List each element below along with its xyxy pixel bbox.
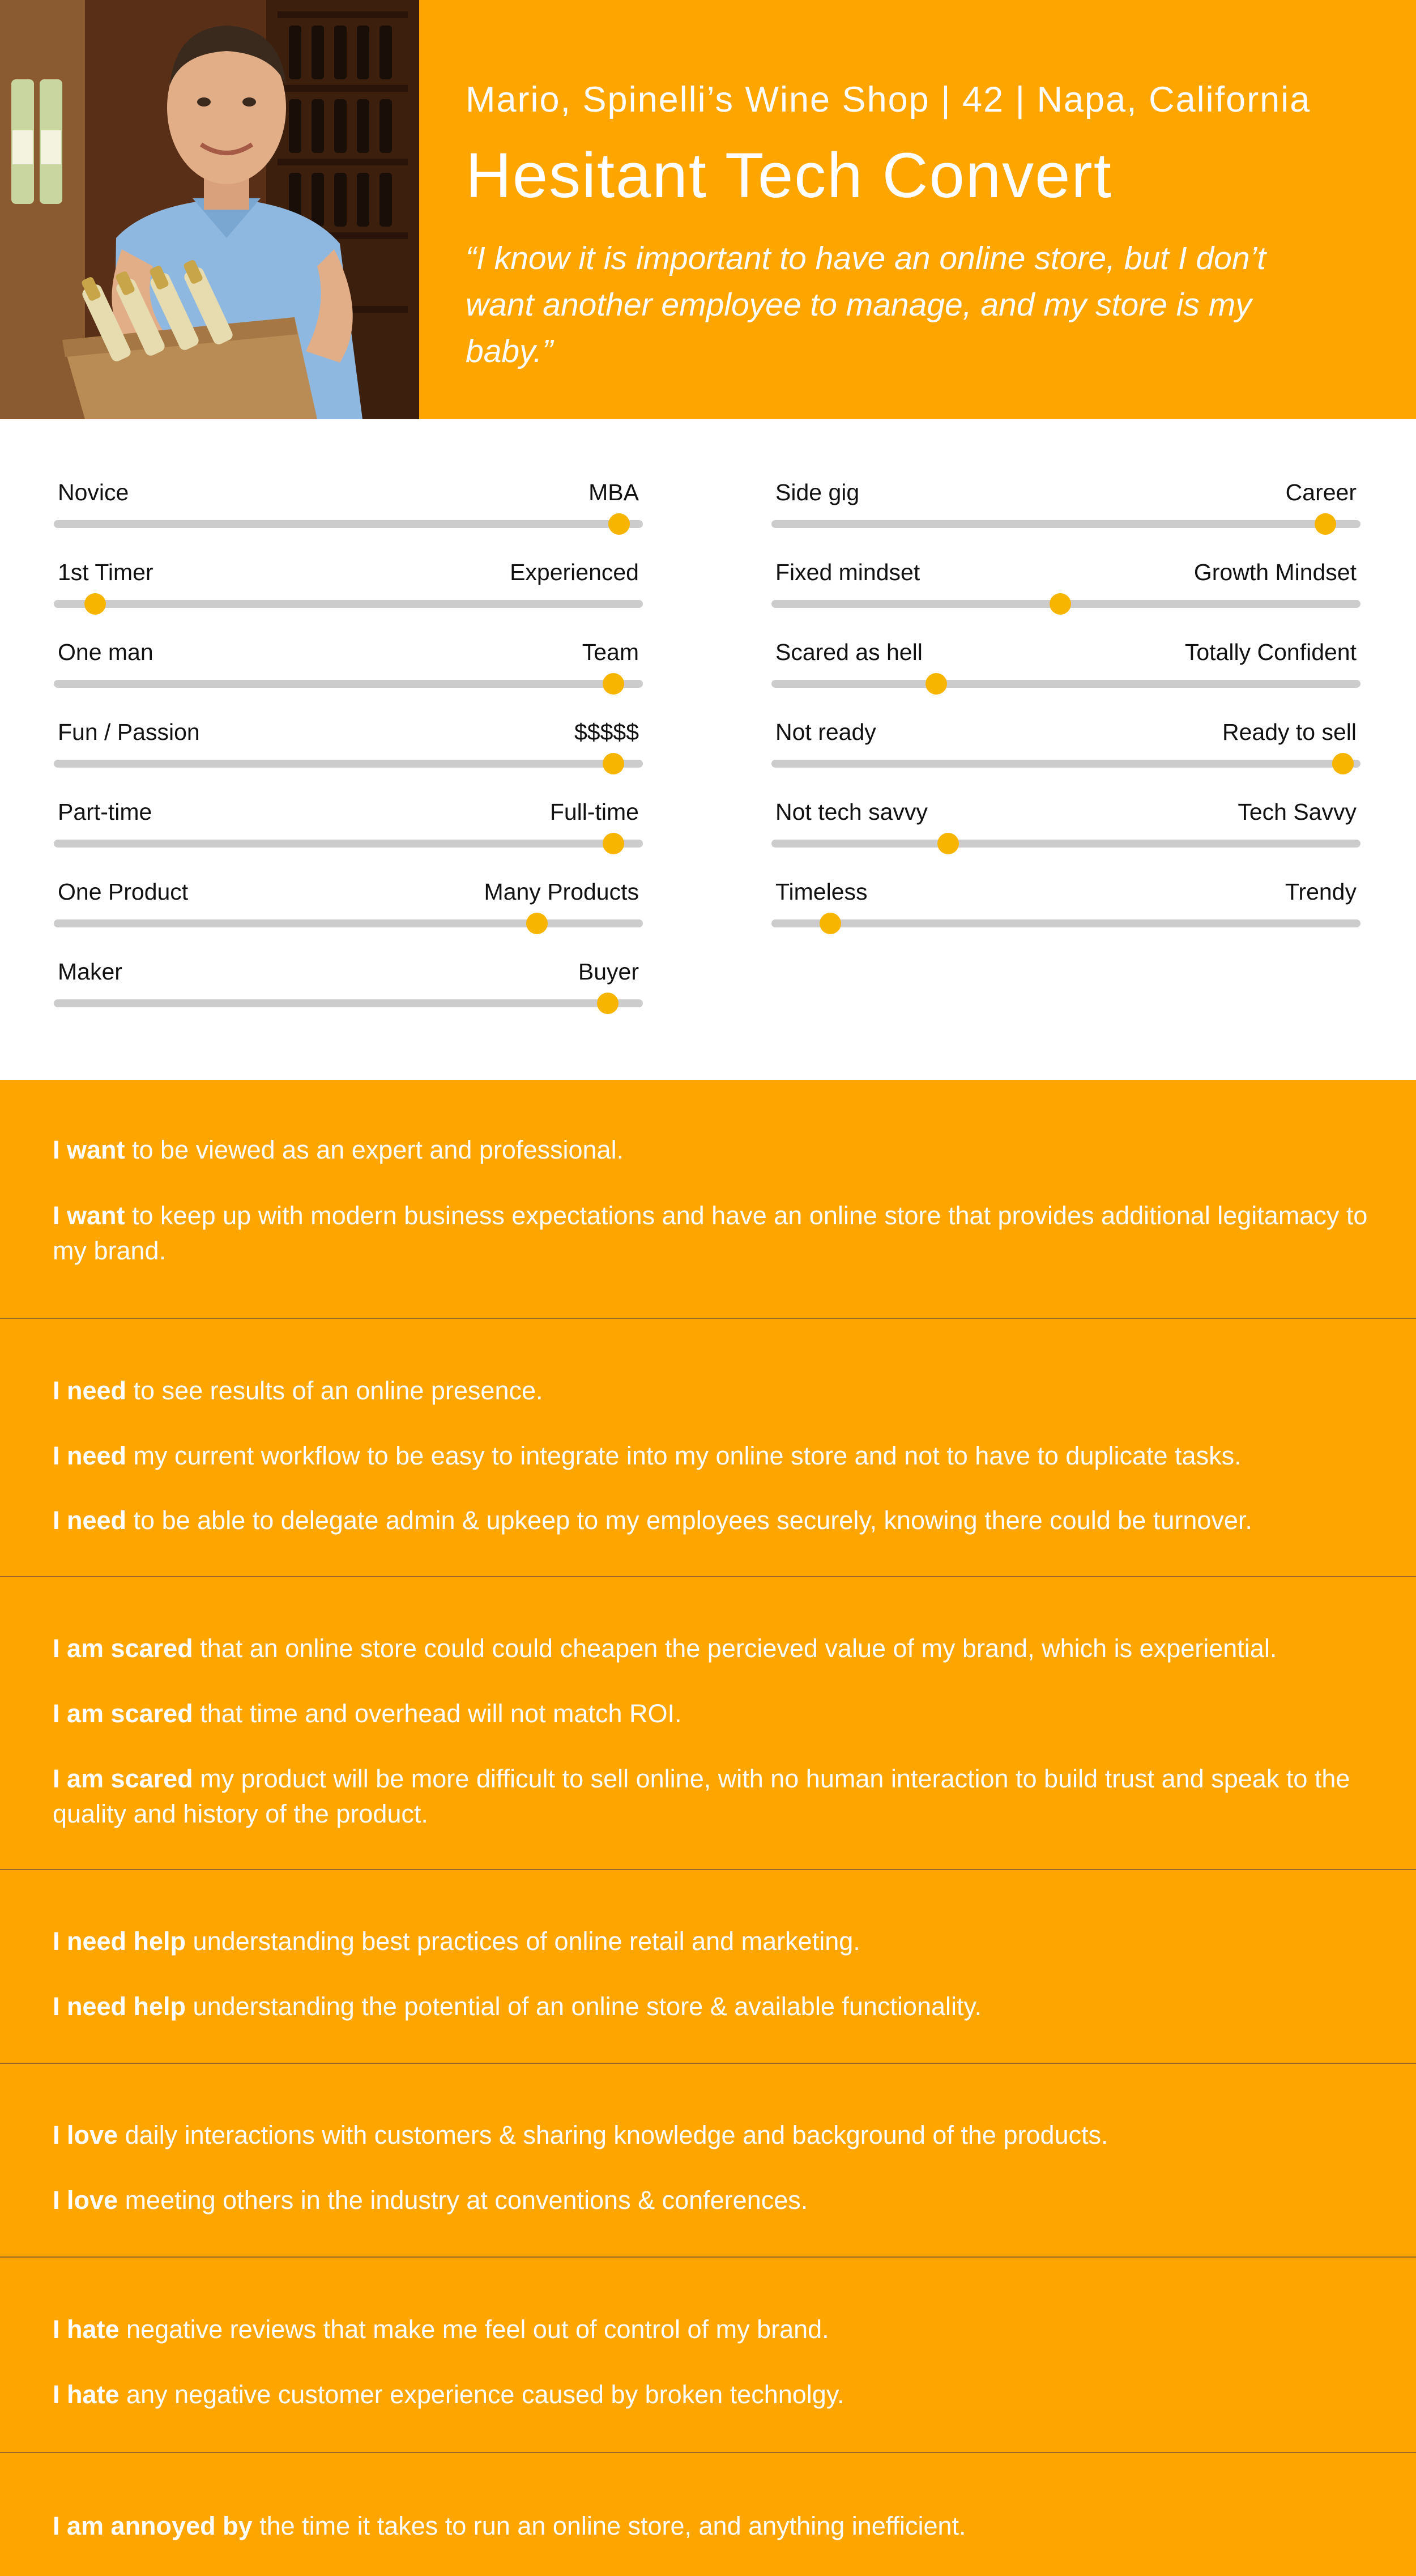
statement-keyword: I need	[53, 1441, 127, 1470]
trait-slider	[771, 718, 1360, 798]
statement-item	[53, 1989, 1372, 2024]
trait-slider	[54, 559, 643, 638]
statement-item	[53, 1438, 1372, 1474]
slider-knob	[820, 913, 841, 934]
statement-item	[53, 1631, 1372, 1666]
statement-keyword: I am scared	[53, 1699, 193, 1728]
slider-track	[771, 520, 1360, 528]
statement-keyword: I am scared	[53, 1764, 193, 1793]
slider-knob	[526, 913, 548, 934]
statement-item	[53, 1373, 1372, 1408]
slider-knob	[925, 673, 947, 695]
statement-keyword: I want	[53, 1201, 125, 1230]
statement-keyword: I need help	[53, 1992, 186, 2021]
slider-left-label: Part-time	[58, 799, 152, 825]
persona-subtitle: Mario, Spinelli’s Wine Shop | 42 | Napa, California	[466, 80, 1311, 120]
slider-knob	[597, 993, 619, 1014]
statement-keyword: I am annoyed by	[53, 2511, 253, 2540]
slider-knob	[1315, 513, 1336, 535]
slider-left-label: One man	[58, 639, 153, 665]
statement-section-fears	[0, 1577, 1416, 1870]
slider-track	[54, 999, 643, 1007]
statement-keyword: I love	[53, 2186, 118, 2215]
persona-quote: “I know it is important to have an online store, but I don’t want another employee to manage, and my store is my baby.”	[466, 240, 1266, 369]
slider-right-label: Experienced	[510, 559, 639, 585]
statement-keyword: I need	[53, 1376, 127, 1405]
statement-section-hates	[0, 2258, 1416, 2453]
statement-item	[53, 2118, 1372, 2153]
slider-right-label: Career	[1285, 479, 1357, 505]
trait-slider	[54, 798, 643, 878]
slider-right-label: Growth Mindset	[1193, 559, 1357, 585]
statement-keyword: I need help	[53, 1927, 186, 1956]
persona-title: Hesitant Tech Convert	[466, 140, 1112, 211]
statement-item	[53, 1761, 1372, 1832]
slider-knob	[603, 753, 624, 774]
statement-section-wants	[0, 1080, 1416, 1319]
slider-left-label: Not ready	[775, 719, 876, 745]
trait-sliders	[0, 419, 1416, 1080]
slider-right-label: Many Products	[484, 879, 639, 905]
statement-keyword: I need	[53, 1506, 127, 1535]
statement-section-loves	[0, 2064, 1416, 2258]
statement-text: my product will be more difficult to sell online, with no human interaction to build trust and speak to the quality and history of the product.	[53, 1764, 1350, 1828]
statement-item	[53, 1924, 1372, 1959]
statement-section-needs	[0, 1319, 1416, 1577]
persona-statements	[0, 1080, 1416, 2576]
statement-text: understanding best practices of online retail and marketing.	[186, 1927, 860, 1956]
persona-photo	[0, 0, 419, 419]
statement-section-help	[0, 1870, 1416, 2064]
trait-slider	[771, 638, 1360, 718]
statement-keyword: I love	[53, 2121, 118, 2149]
statement-text: to be able to delegate admin & upkeep to my employees securely, knowing there could be turnover.	[126, 1506, 1252, 1535]
trait-slider	[771, 798, 1360, 878]
slider-knob	[1332, 753, 1354, 774]
slider-track	[54, 919, 643, 927]
slider-right-label: Ready to sell	[1222, 719, 1357, 745]
statement-item	[53, 1696, 1372, 1731]
slider-left-label: Maker	[58, 959, 122, 985]
trait-slider	[54, 718, 643, 798]
statement-text: to keep up with modern business expectations and have an online store that provides additional legitamacy to my brand.	[53, 1201, 1368, 1265]
slider-track	[54, 760, 643, 768]
trait-slider	[54, 958, 643, 1038]
slider-left-label: Timeless	[775, 879, 868, 905]
slider-right-label: $$$$$	[574, 719, 639, 745]
slider-right-label: Team	[582, 639, 639, 665]
statement-item	[53, 2183, 1372, 2218]
statement-text: the time it takes to run an online store, and anything inefficient.	[252, 2511, 966, 2540]
slider-knob	[603, 833, 624, 854]
statement-section-annoyances	[0, 2453, 1416, 2576]
slider-right-label: MBA	[588, 479, 639, 505]
slider-right-label: Totally Confident	[1184, 639, 1357, 665]
slider-left-label: Not tech savvy	[775, 799, 928, 825]
statement-text: to see results of an online presence.	[126, 1376, 543, 1405]
trait-slider	[771, 479, 1360, 559]
statement-text: that an online store could could cheapen the percieved value of my brand, which is experiential.	[193, 1634, 1277, 1663]
slider-knob	[937, 833, 959, 854]
trait-slider	[771, 878, 1360, 958]
trait-slider	[54, 479, 643, 559]
statement-item	[53, 1503, 1372, 1538]
slider-right-label: Tech Savvy	[1238, 799, 1357, 825]
statement-text: meeting others in the industry at conventions & conferences.	[118, 2186, 808, 2215]
persona-photo-illustration	[0, 0, 419, 419]
slider-right-label: Buyer	[578, 959, 639, 985]
statement-keyword: I hate	[53, 2380, 120, 2409]
statement-text: that time and overhead will not match ROI.	[193, 1699, 682, 1728]
statement-keyword: I want	[53, 1135, 125, 1164]
statement-keyword: I hate	[53, 2315, 120, 2344]
statement-item	[53, 2509, 1372, 2544]
statement-text: any negative customer experience caused by broken technolgy.	[119, 2380, 845, 2409]
slider-track	[54, 520, 643, 528]
slider-left-label: Side gig	[775, 479, 860, 505]
statement-text: my current workflow to be easy to integrate into my online store and not to have to duplicate tasks.	[126, 1441, 1242, 1470]
slider-left-label: Novice	[58, 479, 129, 505]
trait-slider	[771, 559, 1360, 638]
slider-column-left	[54, 479, 643, 1038]
slider-left-label: One Product	[58, 879, 189, 905]
slider-track	[771, 840, 1360, 848]
statement-text: daily interactions with customers & sharing knowledge and background of the products.	[118, 2121, 1108, 2149]
slider-knob	[608, 513, 630, 535]
slider-track	[54, 600, 643, 608]
slider-knob	[603, 673, 624, 695]
statement-item	[53, 2312, 1372, 2347]
trait-slider	[54, 638, 643, 718]
slider-track	[771, 760, 1360, 768]
slider-right-label: Full-time	[549, 799, 639, 825]
slider-track	[771, 919, 1360, 927]
statement-text: negative reviews that make me feel out of control of my brand.	[119, 2315, 829, 2344]
persona-header	[0, 0, 1416, 419]
slider-left-label: 1st Timer	[58, 559, 153, 585]
statement-item	[53, 1198, 1372, 1268]
trait-slider	[54, 878, 643, 958]
slider-knob	[1050, 593, 1071, 615]
slider-left-label: Fun / Passion	[58, 719, 200, 745]
slider-right-label: Trendy	[1285, 879, 1357, 905]
slider-track	[771, 680, 1360, 688]
statement-item	[53, 1132, 1372, 1168]
statement-text: to be viewed as an expert and professional.	[125, 1135, 624, 1164]
slider-left-label: Fixed mindset	[775, 559, 920, 585]
statement-keyword: I am scared	[53, 1634, 193, 1663]
slider-knob	[84, 593, 106, 615]
slider-track	[54, 680, 643, 688]
statement-text: understanding the potential of an online store & available functionality.	[186, 1992, 982, 2021]
statement-item	[53, 2377, 1372, 2412]
slider-track	[54, 840, 643, 848]
slider-column-right	[771, 479, 1360, 958]
slider-left-label: Scared as hell	[775, 639, 923, 665]
